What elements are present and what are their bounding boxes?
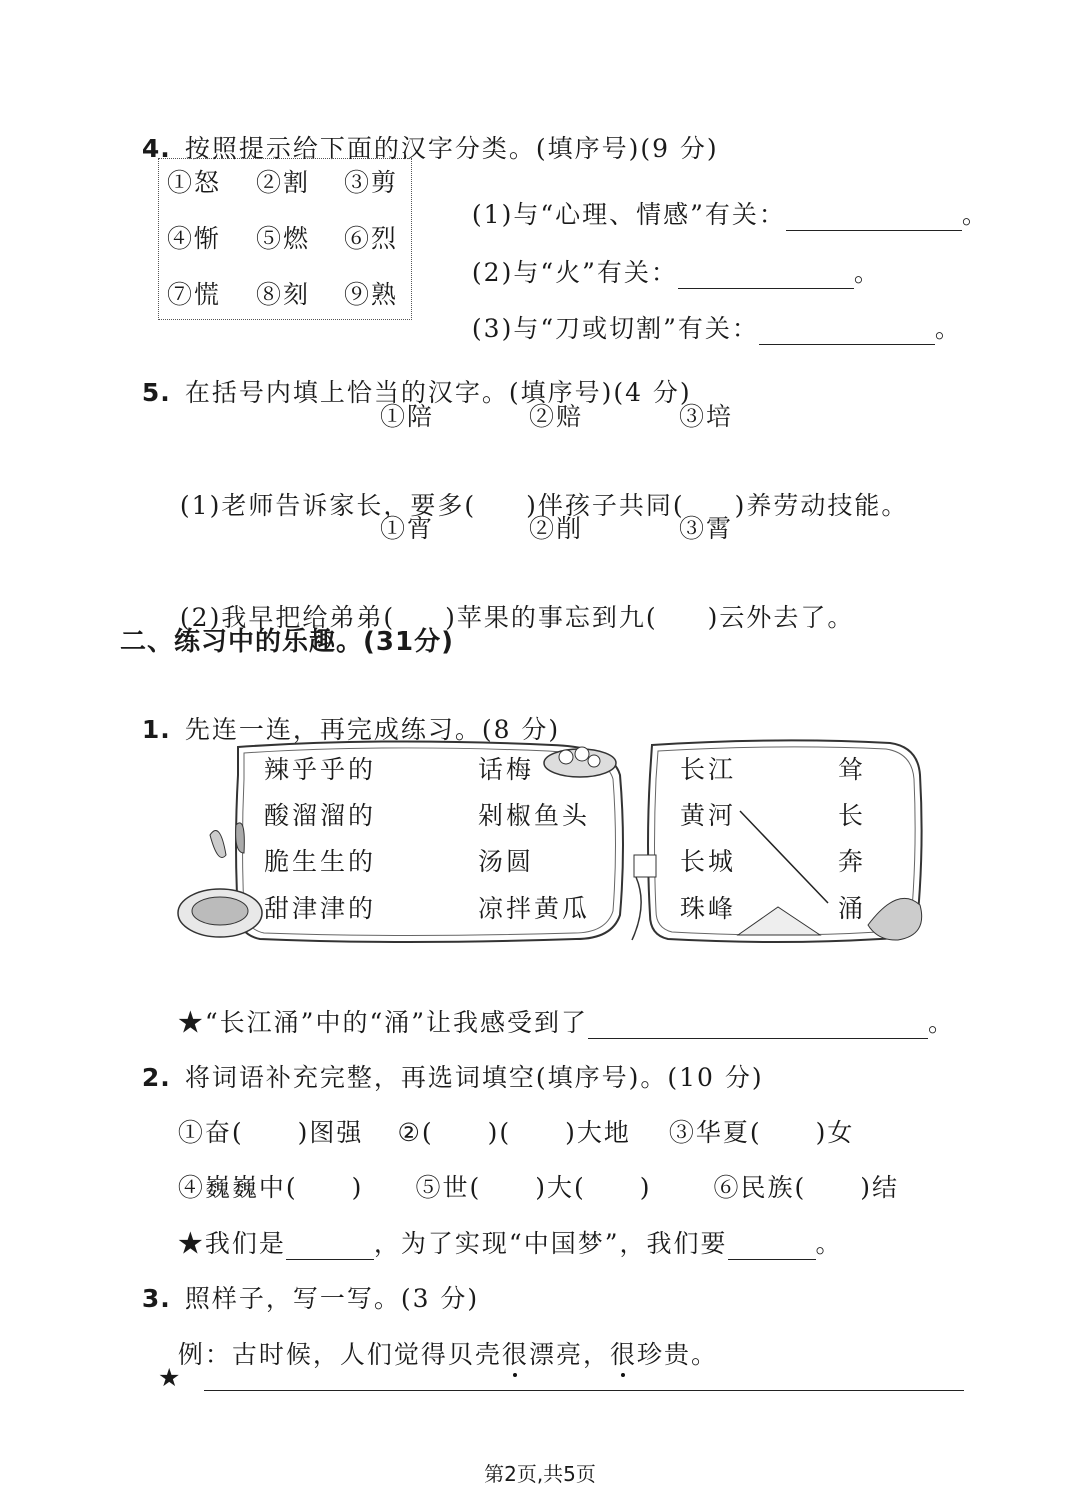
p3-example — [158, 1307, 718, 1371]
q4-item-3-text: (3)与“刀或切割”有关： — [471, 314, 759, 343]
q5-option-1: ①陪 — [380, 402, 435, 431]
p3-example-emphasis-2: 很 — [609, 1340, 637, 1369]
q5-option-2: ②赔 — [529, 402, 584, 431]
q4-char-7: ⑦慌 — [167, 280, 222, 309]
p2-r1-b: )图强 — [297, 1118, 364, 1147]
section-2-title: 二、练习中的乐趣。(31分) — [120, 627, 454, 657]
place-3[interactable]: 长城 — [680, 847, 737, 876]
q5-sentence-2 — [160, 570, 854, 634]
q4-title-text: 按照提示给下面的汉字分类。(填序号)(9 分) — [184, 134, 719, 163]
q4-char-4: ④惭 — [167, 224, 222, 253]
p2-r2-b: ) — [351, 1173, 364, 1202]
food-noun-4[interactable]: 凉拌黄瓜 — [478, 894, 591, 923]
p2-r1-c: ②( — [397, 1118, 434, 1147]
p2-r2-a: ④巍巍中( — [177, 1173, 298, 1202]
place-2[interactable]: 黄河 — [680, 801, 737, 830]
q4-item-2-end: 。 — [853, 258, 881, 287]
verb-1[interactable]: 耸 — [838, 755, 867, 784]
q4-item-1 — [452, 167, 989, 231]
q5-title-text: 在括号内填上恰当的汉字。(填序号)(4 分) — [184, 378, 692, 407]
p2-number: 2. — [141, 1063, 171, 1092]
q5-s2-part-c: )云外去了。 — [707, 603, 855, 632]
q5-title — [122, 345, 692, 409]
q5-s1-part-b: )伴孩子共同( — [526, 491, 685, 520]
p2-star-b: ，为了实现“中国梦”，我们要 — [373, 1229, 728, 1258]
p1-star-text: ★“长江涌”中的“涌”让我感受到了 — [177, 1008, 589, 1037]
p3-example-c: 珍贵。 — [636, 1340, 718, 1369]
food-noun-1[interactable]: 话梅 — [478, 755, 535, 784]
p1-number: 1. — [141, 715, 171, 744]
p3-title — [122, 1251, 479, 1315]
p3-example-emphasis-1: 很 — [501, 1340, 529, 1369]
p2-row-2 — [158, 1140, 899, 1204]
q4-item-2 — [452, 225, 881, 289]
p3-title-text: 照样子，写一写。(3 分) — [184, 1284, 480, 1313]
p2-r2-g: )结 — [860, 1173, 900, 1202]
p2-r1-g: )女 — [815, 1118, 855, 1147]
food-noun-3[interactable]: 汤圆 — [478, 847, 535, 876]
q4-char-1: ①怒 — [167, 168, 222, 197]
place-1[interactable]: 长江 — [680, 755, 737, 784]
p3-number: 3. — [141, 1284, 171, 1313]
q4-item-3 — [452, 281, 962, 345]
q4-char-9: ⑨熟 — [344, 280, 399, 309]
food-adj-4[interactable]: 甜津津的 — [264, 894, 377, 923]
food-noun-2[interactable]: 剁椒鱼头 — [478, 801, 591, 830]
verb-2[interactable]: 长 — [838, 801, 867, 830]
p2-r1-f: ③华夏( — [668, 1118, 762, 1147]
q4-item-1-text: (1)与“心理、情感”有关： — [471, 200, 786, 229]
p2-star-c: 。 — [815, 1229, 843, 1258]
q5-option-6: ③霄 — [679, 514, 734, 543]
q4-item-3-end: 。 — [934, 314, 962, 343]
food-adj-1[interactable]: 辣乎乎的 — [264, 755, 377, 784]
q5-s1-part-c: )养劳动技能。 — [734, 491, 909, 520]
q4-answer-3[interactable] — [759, 318, 935, 345]
place-match-frame — [628, 735, 928, 950]
p2-star-a: ★我们是 — [177, 1229, 286, 1258]
q4-char-3: ③剪 — [344, 168, 399, 197]
food-adj-3[interactable]: 脆生生的 — [264, 847, 377, 876]
q5-option-3: ③培 — [679, 402, 734, 431]
p1-star-end: 。 — [928, 1008, 956, 1037]
verb-4[interactable]: 涌 — [838, 894, 867, 923]
q4-number: 4. — [141, 134, 171, 163]
p2-r1-e: )大地 — [565, 1118, 631, 1147]
food-adj-2[interactable]: 酸溜溜的 — [264, 801, 377, 830]
p2-r1-a: ①奋( — [177, 1118, 244, 1147]
q5-s2-part-a: (2)我早把给弟弟( — [179, 603, 396, 632]
q4-char-8: ⑧刻 — [256, 280, 311, 309]
verb-3[interactable]: 奔 — [838, 847, 867, 876]
q5-s2-part-b: )苹果的事忘到九( — [445, 603, 658, 632]
q5-option-5: ②削 — [529, 514, 584, 543]
p3-answer-line[interactable] — [204, 1390, 964, 1391]
q4-item-1-end: 。 — [961, 200, 989, 229]
q5-option-4: ①宵 — [380, 514, 435, 543]
q5-number: 5. — [141, 378, 171, 407]
p3-star: ★ — [158, 1363, 183, 1392]
p2-title-text: 将词语补充完整，再选词填空(填序号)。(10 分) — [184, 1063, 764, 1092]
q4-char-2: ②割 — [256, 168, 311, 197]
q4-char-6: ⑥烈 — [344, 224, 399, 253]
p2-star-blank-2[interactable] — [728, 1233, 816, 1260]
p2-r2-d: )大( — [535, 1173, 586, 1202]
q4-title — [122, 101, 719, 165]
p3-example-a: 例：古时候，人们觉得贝壳 — [177, 1340, 502, 1369]
p2-r1-d: )( — [487, 1118, 512, 1147]
p1-title-text: 先连一连，再完成练习。(8 分) — [184, 715, 561, 744]
page-footer: 第2页,共5页 — [484, 1462, 596, 1486]
q5-s1-part-a: (1)老师告诉家长，要多( — [179, 491, 477, 520]
place-4[interactable]: 珠峰 — [680, 894, 737, 923]
p3-example-b: 漂亮， — [528, 1340, 610, 1369]
p2-r2-c: ⑤世( — [415, 1173, 482, 1202]
q4-item-2-text: (2)与“火”有关： — [471, 258, 678, 287]
p2-r2-f: ⑥民族( — [713, 1173, 807, 1202]
p2-r2-e: ) — [639, 1173, 652, 1202]
q4-char-5: ⑤燃 — [256, 224, 311, 253]
